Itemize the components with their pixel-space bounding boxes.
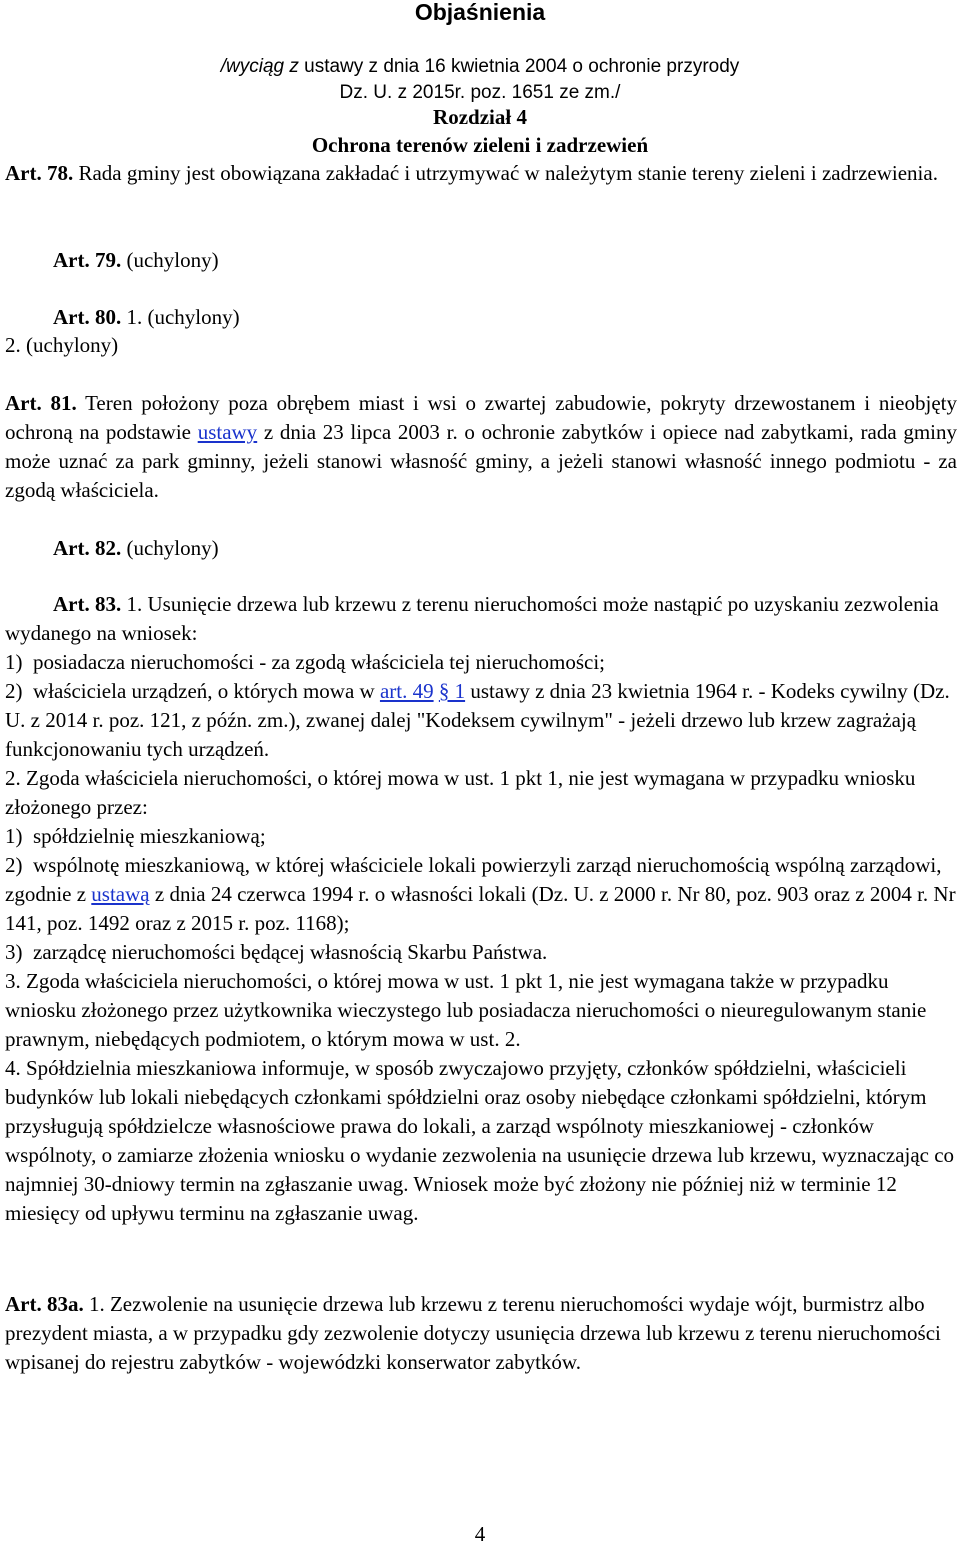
chapter-number: Rozdział 4 — [433, 105, 527, 129]
article-83a-text: 1. Zezwolenie na usunięcie drzewa lub krzewu z terenu nieruchomości wydaje wójt, burmistrz albo prezydent miasta, a w przypadku gdy zezwolenie dotyczy usunięcia drzewa lub krzewu z terenu nieruchomości wpisanej do rejestru zabytków - wojewódzki konserwator zabytków. — [5, 1292, 941, 1374]
article-80 — [53, 303, 240, 332]
article-78-number: Art. 78. — [5, 161, 74, 185]
para-2-item-2-text-a: 2) wspólnotę mieszkaniową, w której właściciele lokali powierzyli zarząd nieruchomością wspólną zarządowi, zgodnie z — [5, 853, 942, 906]
page-number: 4 — [474, 1522, 486, 1546]
item-2-text-a: 2) właściciela urządzeń, o których mowa w — [5, 679, 380, 703]
article-83-para-1 — [5, 590, 957, 648]
page-title: Objaśnienia — [414, 0, 546, 25]
article-83-para-1-item-1: 1) posiadacza nieruchomości - za zgodą właściciela tej nieruchomości; — [5, 650, 605, 674]
chapter-title: Ochrona terenów zieleni i zadrzewień — [311, 133, 649, 157]
para-2-item-2-text-b: z dnia 24 czerwca 1994 r. o własności lokali (Dz. U. z 2000 r. Nr 80, poz. 903 oraz z 2004 r. Nr 141, poz. 1492 oraz z 2015 r. poz. 1168); — [5, 882, 956, 935]
article-83-para-4: 4. Spółdzielnia mieszkaniowa informuje, w sposób zwyczajowo przyjęty, członków spółdzielni, właścicieli budynków lub lokali niebędących członkami spółdzielni oraz osoby niebędące członkami spółdzielni, którym przysługują spółdzielcze własnościowe prawa do lokali, a zarząd wspólnoty mieszkaniowej - członków wspólnoty, o zamiarze złożenia wniosku o wydanie zezwolenia na usunięcie drzewa lub krzewu, wyznaczając co najmniej 30-dniowy termin na zgłaszanie uwag. Wniosek może być złożony nie później niż w terminie 12 miesięcy od upływu terminu na zgłaszanie uwag. — [5, 1056, 955, 1225]
article-79-number: Art. 79. — [53, 248, 122, 272]
ustawa-link-1994[interactable]: ustawą — [91, 882, 150, 906]
article-83-para-3: 3. Zgoda właściciela nieruchomości, o której mowa w ust. 1 pkt 1, nie jest wymagana także w przypadku wniosku złożonego przez użytkownika wieczystego lub posiadacza nieruchomości o nieuregulowanym stanie prawnym, niebędących podmiotem, o którym mowa w ust. 2. — [5, 969, 927, 1051]
article-82-number: Art. 82. — [53, 536, 122, 560]
article-83a-number: Art. 83a. — [5, 1292, 84, 1316]
paragraph-1-link[interactable]: § 1 — [438, 679, 466, 703]
article-83-para-2-item-2 — [5, 851, 957, 938]
ustawa-link-2003[interactable]: ustawy — [197, 420, 258, 444]
article-83a — [5, 1290, 957, 1377]
article-82 — [53, 534, 219, 563]
article-80-para-1: 1. (uchylony) — [121, 305, 240, 329]
art-49-link[interactable]: art. 49 — [379, 679, 434, 703]
article-82-text: (uchylony) — [121, 536, 219, 560]
article-81 — [5, 389, 957, 505]
article-78 — [5, 159, 957, 188]
item-2-text-b: ustawy z dnia 23 kwietnia 1964 r. - Kodeks cywilny (Dz. U. z 2014 r. poz. 121, z późn. zm.), zwanej dalej "Kodeksem cywilnym" - jeżeli drzewo lub krzew zagrażają funkcjonowaniu tych urządzeń. — [5, 679, 950, 761]
article-81-text-a: Teren położony poza obrębem miast i wsi o zwartej zabudowie, pokryty drzewostanem i nieobjęty ochroną na podstawie — [5, 391, 957, 444]
source-citation-italic: /wyciąg z — [220, 56, 299, 77]
article-80-para-2: 2. (uchylony) — [5, 333, 119, 357]
source-citation-journal: Dz. U. z 2015r. poz. 1651 ze zm./ — [339, 82, 621, 103]
article-81-text-b: z dnia 23 lipca 2003 r. o ochronie zabytków i opiece nad zabytkami, rada gminy może uznać za park gminny, jeżeli stanowi własność gminy, a jeżeli stanowi własność innego podmiotu - za zgodą właściciela. — [5, 420, 957, 502]
article-83-para-2-item-1: 1) spółdzielnię mieszkaniową; — [5, 824, 266, 848]
source-citation-rest: ustawy z dnia 16 kwietnia 2004 o ochronie przyrody — [298, 56, 740, 77]
article-79-text: (uchylony) — [121, 248, 219, 272]
article-83-para-2-item-3: 3) zarządcę nieruchomości będącej własnością Skarbu Państwa. — [5, 940, 548, 964]
article-83-number: Art. 83. — [53, 592, 122, 616]
article-78-text: Rada gminy jest obowiązana zakładać i utrzymywać w należytym stanie tereny zieleni i zadrzewienia. — [73, 161, 938, 185]
article-80-number: Art. 80. — [53, 305, 122, 329]
article-83-para-1-item-2 — [5, 677, 957, 764]
article-83-para-1-intro: 1. Usunięcie drzewa lub krzewu z terenu nieruchomości może nastąpić po uzyskaniu zezwolenia wydanego na wniosek: — [5, 592, 939, 645]
source-citation — [0, 54, 960, 80]
article-79 — [53, 246, 219, 275]
article-83-para-2-intro: 2. Zgoda właściciela nieruchomości, o której mowa w ust. 1 pkt 1, nie jest wymagana w przypadku wniosku złożonego przez: — [5, 766, 916, 819]
article-81-number: Art. 81. — [5, 391, 77, 415]
